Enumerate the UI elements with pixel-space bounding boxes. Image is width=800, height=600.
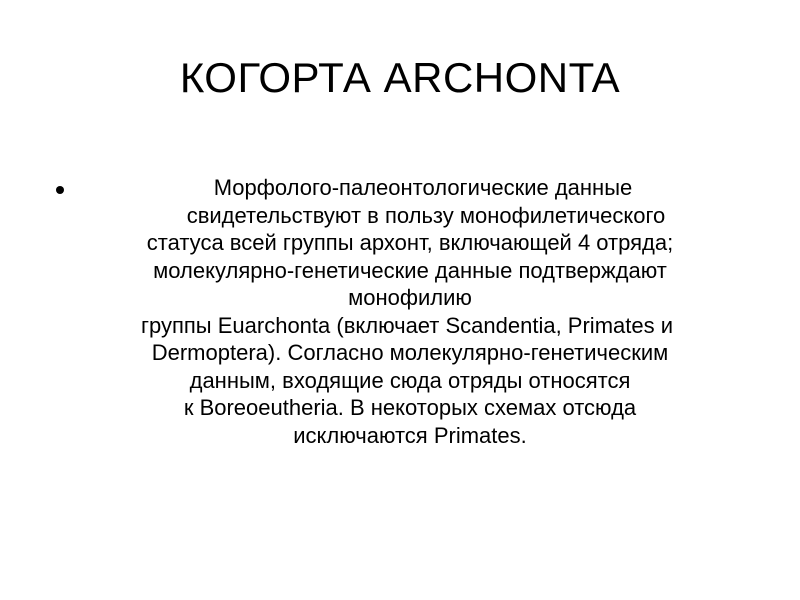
bullet-line: Морфолого-палеонтологические данные [213,175,633,200]
bullet-point-icon [56,186,64,194]
bullet-line: статуса всей группы архонт, включающей 4 отряда; [146,230,674,255]
bullet-line: исключаются Primates. [293,422,527,448]
bullet-line: данным, входящие сюда отряды относятся [189,367,631,393]
bullet-line: к Boreoeutheria. В некоторых схемах отсюда [183,395,637,420]
bullet-line: монофилию [348,285,472,310]
slide-title: КОГОРТА ARCHONTA [179,54,621,101]
bullet-text [70,174,750,449]
bullet-line: молекулярно-генетические данные подтверждают [153,257,667,283]
bullet-line: группы Euarchonta (включает Scandentia, Primates и [140,312,674,338]
bullet-line: свидетельствуют в пользу монофилетического [186,202,666,228]
bullet-line: Dermoptera). Согласно молекулярно-генетическим [151,340,669,365]
